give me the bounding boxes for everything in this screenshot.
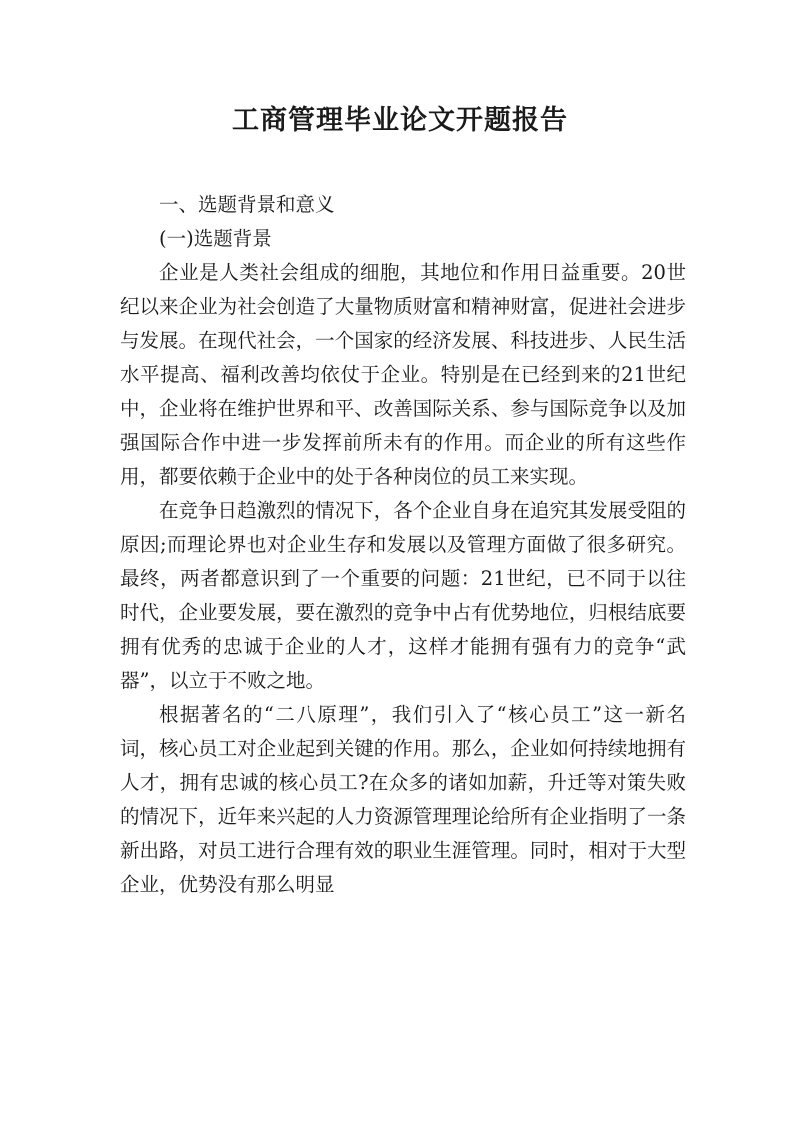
body-paragraph: 根据著名的“二八原理”，我们引入了“核心员工”这一新名词，核心员工对企业起到关键的作用。那么，企业如何持续地拥有人才，拥有忠诚的核心员工?在众多的诸如加薪，升迁等对策失败的情况下，近年来兴起的人力资源管理理论给所有企业指明了一条新出路，对员工进行合理有效的职业生涯管理。同时，相对于大型企业，优势没有那么明显 <box>120 703 686 896</box>
body-paragraph: 在竞争日趋激烈的情况下，各个企业自身在追究其发展受阻的原因;而理论界也对企业生存和发展以及管理方面做了很多研究。最终，两者都意识到了一个重要的问题：21世纪，已不同于以往时代，企业要发展，要在激烈的竞争中占有优势地位，归根结底要拥有优秀的忠诚于企业的人才，这样才能拥有强有力的竞争“武器”，以立于不败之地。 <box>120 499 686 692</box>
subsection-heading: (一)选题背景 <box>159 227 272 250</box>
document-body <box>120 188 686 902</box>
section-heading: 一、选题背景和意义 <box>159 193 335 216</box>
body-paragraph: 企业是人类社会组成的细胞，其地位和作用日益重要。20世纪以来企业为社会创造了大量物质财富和精神财富，促进社会进步与发展。在现代社会，一个国家的经济发展、科技进步、人民生活水平提高、福利改善均依仗于企业。特别是在已经到来的21世纪中，企业将在维护世界和平、改善国际关系、参与国际竞争以及加强国际合作中进一步发挥前所未有的作用。而企业的所有这些作用，都要依赖于企业中的处于各种岗位的员工来实现。 <box>120 261 686 488</box>
document-title: 工商管理毕业论文开题报告 <box>232 105 568 136</box>
